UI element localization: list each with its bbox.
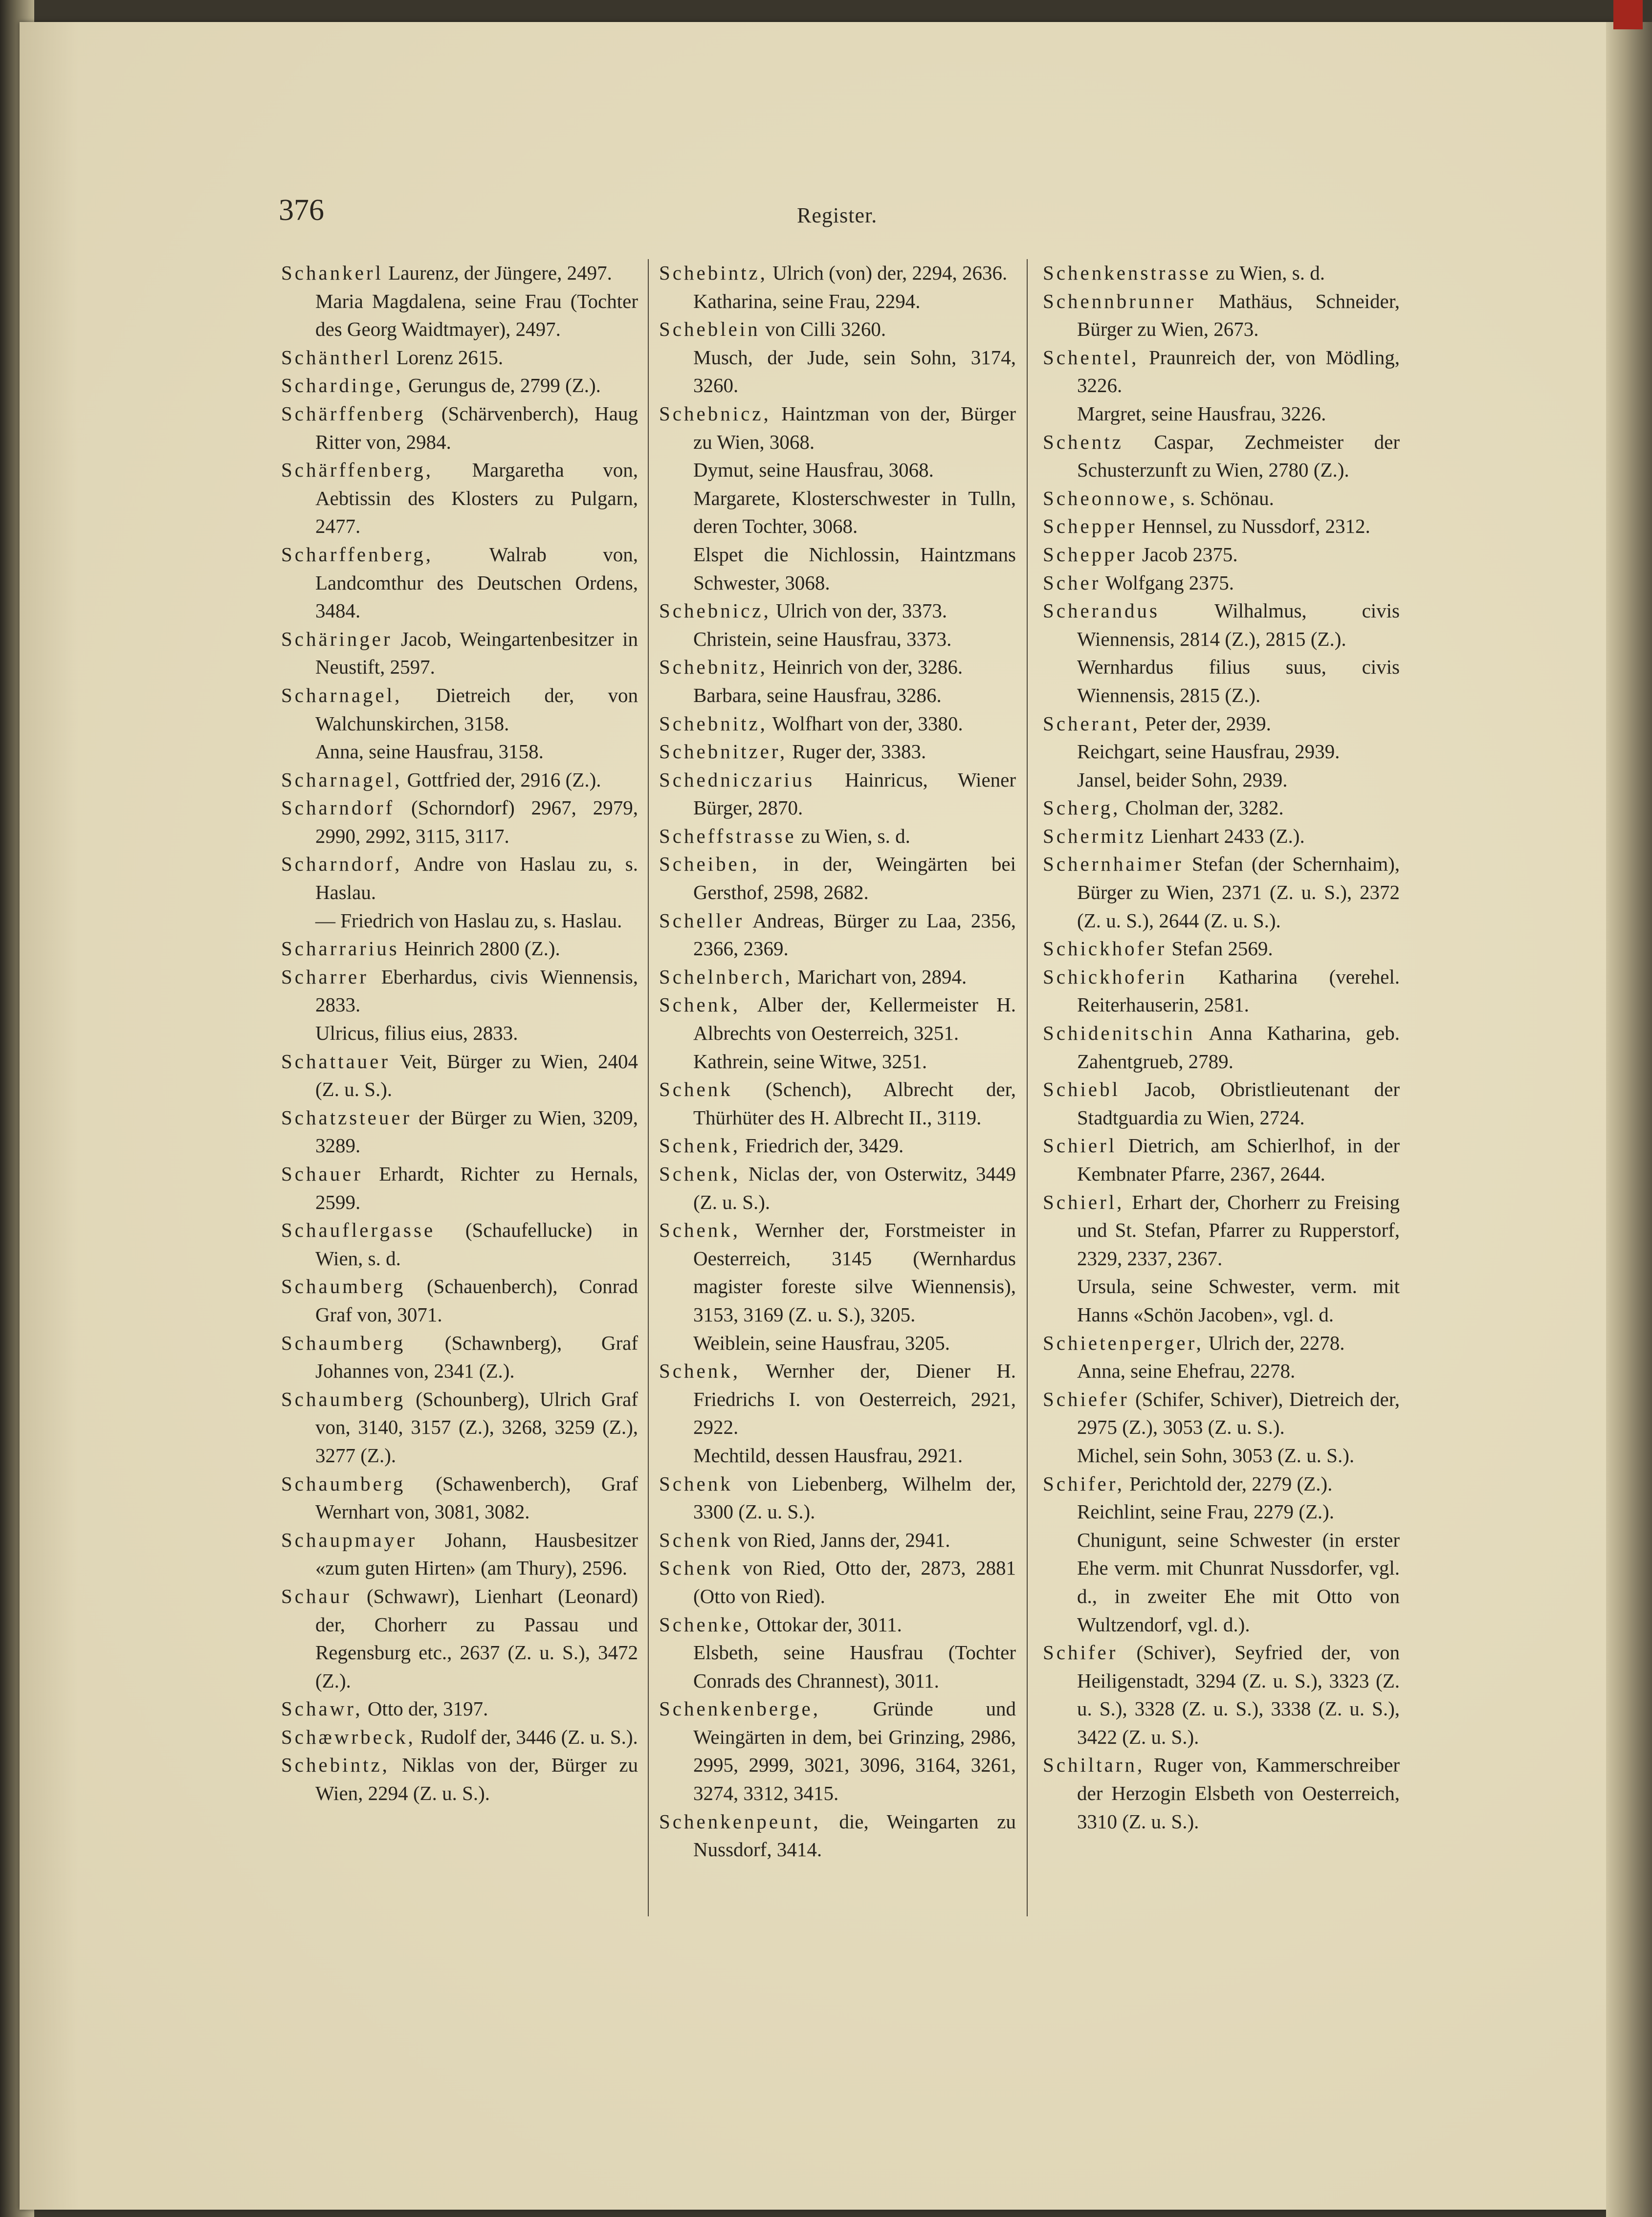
- entry-text: Wernher der, Forstmeister in Oesterreich, 3145 (Wernhardus magister foreste silve Wiennensis), 3153, 3169 (Z. u. S.), 3205.: [693, 1219, 1016, 1326]
- register-subentry: [659, 456, 1016, 484]
- register-entry: [1043, 1385, 1400, 1442]
- entry-text: Johann, Hausbesitzer «zum guten Hirten» (am Thury), 2596.: [315, 1528, 638, 1580]
- register-entry: [281, 400, 638, 456]
- register-entry: [659, 1357, 1016, 1442]
- entry-headword: Scher: [1043, 571, 1101, 594]
- entry-text: Caspar, Zechmeister der Schusterzunft zu Wien, 2780 (Z.).: [1077, 430, 1400, 482]
- register-entry: [281, 625, 638, 681]
- entry-text: von Ried, Janns der, 2941.: [732, 1528, 950, 1551]
- register-entry: [659, 1132, 1016, 1160]
- entry-headword: Schelnberch,: [659, 965, 793, 988]
- register-column-1: [281, 259, 638, 1808]
- entry-headword: Scheblein: [659, 318, 760, 341]
- register-subentry: [1043, 400, 1400, 428]
- register-entry: [659, 766, 1016, 822]
- entry-headword: Schaumberg: [281, 1387, 406, 1410]
- entry-headword: Schauer: [281, 1163, 363, 1185]
- entry-text: Margaretha von, Aebtissin des Klosters zu Pulgarn, 2477.: [315, 459, 638, 538]
- entry-text: Erhart der, Chorherr zu Freising und St. Stefan, Pfarrer zu Rupperstorf, 2329, 2337, 2367.: [1077, 1190, 1400, 1270]
- entry-text: Peter der, 2939.: [1140, 712, 1271, 735]
- entry-headword: Scharndorf,: [281, 853, 402, 876]
- entry-headword: Schenk,: [659, 1360, 740, 1383]
- entry-text: Chunigunt, seine Schwester (in erster Ehe verm. mit Chunrat Nussdorfer, vgl. d., in zweiter Ehe mit Otto von Wultzendorf, vgl. d.).: [1077, 1528, 1400, 1636]
- entry-text: Walrab von, Landcomthur des Deutschen Ordens, 3484.: [315, 543, 638, 622]
- entry-text: Gründe und Weingärten in dem, bei Grinzing, 2986, 2995, 2999, 3021, 3096, 3164, 3261, 3274, 3312, 3415.: [693, 1697, 1016, 1805]
- entry-headword: Schiebl: [1043, 1078, 1120, 1101]
- entry-headword: Schifer: [1043, 1641, 1118, 1664]
- entry-text: Otto der, 3197.: [362, 1697, 488, 1720]
- entry-headword: Schattauer: [281, 1050, 391, 1073]
- entry-headword: Schenk: [659, 1078, 733, 1101]
- register-entry: [281, 259, 638, 287]
- register-entry: [1043, 1188, 1400, 1273]
- entry-headword: Scheller: [659, 909, 745, 932]
- entry-text: Elspet die Nichlossin, Haintzmans Schwester, 3068.: [693, 543, 1016, 594]
- entry-text: Hennsel, zu Nussdorf, 2312.: [1137, 515, 1370, 538]
- entry-headword: Scharnagel,: [281, 683, 402, 706]
- entry-text: Margret, seine Hausfrau, 3226.: [1077, 402, 1326, 425]
- entry-text: Praunreich der, von Mödling, 3226.: [1077, 346, 1400, 397]
- entry-text: Ruger der, 3383.: [787, 740, 926, 763]
- entry-text: Anna Katharina, geb. Zahentgrueb, 2789.: [1077, 1022, 1400, 1073]
- entry-headword: Scharrarius: [281, 937, 399, 960]
- register-subentry: [1043, 1273, 1400, 1329]
- entry-headword: Schietenperger,: [1043, 1331, 1204, 1354]
- entry-text: Wernhardus filius suus, civis Wiennensis, 2815 (Z.).: [1077, 656, 1400, 706]
- register-entry: [659, 1695, 1016, 1807]
- register-entry: [659, 1526, 1016, 1555]
- entry-text: Katharina (verehel. Reiterhauserin, 2581.: [1077, 965, 1400, 1016]
- register-entry: [1043, 428, 1400, 484]
- register-entry: [281, 1160, 638, 1216]
- register-column-3: [1043, 259, 1400, 1836]
- register-subentry: [659, 344, 1016, 400]
- register-subentry: [1043, 1357, 1400, 1385]
- entry-headword: Scherant,: [1043, 712, 1140, 735]
- entry-text: Christein, seine Hausfrau, 3373.: [693, 627, 952, 650]
- register-entry: [1043, 935, 1400, 963]
- register-entry: [659, 1611, 1016, 1639]
- register-subentry: [659, 287, 1016, 316]
- column-rule-left: [648, 259, 649, 1916]
- register-entry: [659, 850, 1016, 906]
- register-entry: [281, 541, 638, 625]
- register-entry: [281, 850, 638, 906]
- entry-text: Marichart von, 2894.: [792, 965, 967, 988]
- entry-text: Jacob, Weingartenbesitzer in Neustift, 2597.: [315, 627, 638, 679]
- register-entry: [1043, 963, 1400, 1019]
- entry-text: Katharina, seine Frau, 2294.: [693, 289, 921, 312]
- register-entry: [659, 1160, 1016, 1216]
- entry-headword: Schidenitschin: [1043, 1022, 1195, 1045]
- entry-text: Musch, der Jude, sein Sohn, 3174, 3260.: [693, 346, 1016, 397]
- register-entry: [281, 766, 638, 794]
- entry-headword: Schebintz,: [281, 1754, 390, 1777]
- entry-text: Heinrich von der, 3286.: [767, 656, 963, 679]
- register-entry: [659, 1808, 1016, 1864]
- entry-text: Wolfhart von der, 3380.: [767, 712, 963, 735]
- entry-text: Lorenz 2615.: [391, 346, 504, 369]
- register-entry: [281, 1723, 638, 1752]
- page-edge: [1606, 22, 1652, 2217]
- entry-text: Veit, Bürger zu Wien, 2404 (Z. u. S.).: [315, 1050, 638, 1101]
- entry-text: Barbara, seine Hausfrau, 3286.: [693, 683, 942, 706]
- register-entry: [1043, 259, 1400, 287]
- entry-headword: Schierl: [1043, 1134, 1117, 1157]
- register-entry: [281, 1273, 638, 1329]
- entry-headword: Schardinge,: [281, 374, 403, 397]
- register-entry: [281, 372, 638, 400]
- entry-text: Ottokar der, 3011.: [751, 1613, 902, 1636]
- register-subentry: [659, 484, 1016, 541]
- entry-text: Elsbeth, seine Hausfrau (Tochter Conrads des Chrannest), 3011.: [693, 1641, 1016, 1692]
- register-subentry: [659, 541, 1016, 597]
- entry-text: Reichlint, seine Frau, 2279 (Z.).: [1077, 1500, 1335, 1523]
- register-entry: [281, 1695, 638, 1723]
- entry-text: zu Wien, s. d.: [1211, 262, 1325, 284]
- entry-headword: Schebnitzer,: [659, 740, 788, 763]
- entry-text: Gottfried der, 2916 (Z.).: [402, 768, 601, 791]
- entry-text: Wernher der, Diener H. Friedrichs I. von Oesterreich, 2921, 2922.: [693, 1360, 1016, 1439]
- register-entry: [281, 1329, 638, 1385]
- entry-text: Ursula, seine Schwester, verm. mit Hanns «Schön Jacoben», vgl. d.: [1077, 1275, 1400, 1326]
- entry-headword: Schebnitz,: [659, 712, 768, 735]
- register-entry: [281, 1526, 638, 1582]
- entry-text: Hainricus, Wiener Bürger, 2870.: [693, 768, 1016, 819]
- register-entry: [1043, 541, 1400, 569]
- register-subentry: [659, 681, 1016, 710]
- entry-headword: Schepper: [1043, 543, 1137, 566]
- register-entry: [281, 1470, 638, 1526]
- entry-headword: Scharnagel,: [281, 768, 402, 791]
- entry-headword: Schenkenberge,: [659, 1697, 820, 1720]
- entry-text: Niclas der, von Osterwitz, 3449 (Z. u. S.).: [693, 1163, 1016, 1213]
- entry-text: Ulrich (von) der, 2294, 2636.: [767, 262, 1008, 284]
- entry-text: Friedrich der, 3429.: [740, 1134, 904, 1157]
- entry-text: Ulrich der, 2278.: [1203, 1331, 1345, 1354]
- entry-text: Lienhart 2433 (Z.).: [1146, 824, 1305, 847]
- register-entry: [1043, 1751, 1400, 1836]
- entry-headword: Schäringer: [281, 627, 393, 650]
- register-entry: [1043, 1076, 1400, 1132]
- register-subentry: [1043, 1442, 1400, 1470]
- register-entry: [1043, 794, 1400, 822]
- entry-text: Anna, seine Hausfrau, 3158.: [315, 740, 544, 763]
- entry-headword: Schaur: [281, 1584, 352, 1607]
- register-subentry: [659, 1442, 1016, 1470]
- entry-text: Jacob 2375.: [1137, 543, 1238, 566]
- register-entry: [281, 681, 638, 738]
- entry-text: Wilhalmus, civis Wiennensis, 2814 (Z.), 2815 (Z.).: [1077, 599, 1400, 650]
- entry-text: (Schauenberch), Conrad Graf von, 3071.: [315, 1275, 638, 1326]
- entry-text: — Friedrich von Haslau zu, s. Haslau.: [315, 909, 622, 932]
- entry-headword: Schenkenpeunt,: [659, 1810, 821, 1833]
- register-subentry: [1043, 1498, 1400, 1526]
- entry-text: Margarete, Klosterschwester in Tulln, deren Tochter, 3068.: [693, 486, 1016, 538]
- register-column-2: [659, 259, 1016, 1864]
- entry-text: von Liebenberg, Wilhelm der, 3300 (Z. u. S.).: [693, 1472, 1016, 1523]
- register-entry: [1043, 1329, 1400, 1358]
- entry-headword: Schenk,: [659, 993, 740, 1016]
- entry-headword: Schermitz: [1043, 824, 1146, 847]
- register-subentry: [659, 1048, 1016, 1076]
- entry-text: von Cilli 3260.: [760, 318, 886, 341]
- register-subentry: [281, 1019, 638, 1048]
- register-entry: [1043, 1470, 1400, 1498]
- register-entry: [659, 1076, 1016, 1132]
- entry-headword: Schenk,: [659, 1163, 740, 1185]
- entry-headword: Schickhofer: [1043, 937, 1167, 960]
- entry-text: (Schifer, Schiver), Dietreich der, 2975 (Z.), 3053 (Z. u. S.).: [1077, 1387, 1400, 1439]
- entry-headword: Schauflergasse: [281, 1219, 436, 1242]
- entry-text: (Schench), Albrecht der, Thürhüter des H. Albrecht II., 3119.: [693, 1078, 1016, 1129]
- entry-text: Andreas, Bürger zu Laa, 2356, 2366, 2369.: [693, 909, 1016, 960]
- entry-headword: Scharffenberg,: [281, 543, 433, 566]
- entry-text: Wolfgang 2375.: [1101, 571, 1234, 594]
- register-subentry: [1043, 738, 1400, 766]
- entry-headword: Schaumberg: [281, 1275, 406, 1298]
- entry-text: Mechtild, dessen Hausfrau, 2921.: [693, 1444, 963, 1467]
- register-entry: [1043, 512, 1400, 541]
- entry-text: (Schawenberch), Graf Wernhart von, 3081, 3082.: [315, 1472, 638, 1523]
- register-entry: [1043, 822, 1400, 851]
- register-entry: [659, 653, 1016, 681]
- register-entry: [659, 597, 1016, 625]
- register-entry: [659, 963, 1016, 991]
- entry-text: Maria Magdalena, seine Frau (Tochter des Georg Waidtmayer), 2497.: [315, 289, 638, 341]
- entry-text: Jansel, beider Sohn, 2939.: [1077, 768, 1288, 791]
- entry-text: Dietrich, am Schierlhof, in der Kembnater Pfarre, 2367, 2644.: [1077, 1134, 1400, 1185]
- register-entry: [659, 315, 1016, 344]
- entry-text: Gerungus de, 2799 (Z.).: [403, 374, 601, 397]
- entry-text: Alber der, Kellermeister H. Albrechts von Oesterreich, 3251.: [693, 993, 1016, 1045]
- page-number: 376: [279, 194, 324, 227]
- entry-text: Ulricus, filius eius, 2833.: [315, 1022, 518, 1045]
- entry-headword: Schaumberg: [281, 1472, 406, 1495]
- register-entry: [1043, 1132, 1400, 1188]
- register-entry: [659, 710, 1016, 738]
- entry-headword: Schenk,: [659, 1219, 740, 1242]
- entry-headword: Scheiben,: [659, 853, 760, 876]
- entry-text: zu Wien, s. d.: [796, 824, 910, 847]
- register-entry: [1043, 287, 1400, 344]
- entry-headword: Schenk,: [659, 1134, 740, 1157]
- entry-text: (Schounberg), Ulrich Graf von, 3140, 3157 (Z.), 3268, 3259 (Z.), 3277 (Z.).: [315, 1387, 638, 1467]
- register-entry: [659, 907, 1016, 963]
- entry-text: Heinrich 2800 (Z.).: [399, 937, 560, 960]
- register-entry: [281, 794, 638, 850]
- entry-headword: Schepper: [1043, 515, 1137, 538]
- register-entry: [659, 1554, 1016, 1610]
- register-subentry: [281, 907, 638, 935]
- entry-headword: Schaumberg: [281, 1331, 406, 1354]
- entry-headword: Schentel,: [1043, 346, 1139, 369]
- register-entry: [659, 1470, 1016, 1526]
- entry-headword: Schiefer: [1043, 1387, 1129, 1410]
- entry-headword: Schärffenberg,: [281, 459, 433, 482]
- entry-text: Niklas von der, Bürger zu Wien, 2294 (Z. u. S.).: [315, 1754, 638, 1805]
- entry-text: s. Schönau.: [1177, 486, 1274, 509]
- entry-text: Dymut, seine Hausfrau, 3068.: [693, 459, 934, 482]
- entry-text: (Schiver), Seyfried der, von Heiligenstadt, 3294 (Z. u. S.), 3323 (Z. u. S.), 3328 (Z. u. S.), 3338 (Z. u. S.), 3422 (Z. u. S.).: [1077, 1641, 1400, 1748]
- column-rule-right: [1027, 259, 1028, 1916]
- register-subentry: [1043, 766, 1400, 794]
- entry-headword: Schedniczarius: [659, 768, 815, 791]
- entry-text: Cholman der, 3282.: [1120, 796, 1284, 819]
- entry-headword: Schenkenstrasse: [1043, 262, 1211, 284]
- entry-headword: Schæwrbeck,: [281, 1725, 416, 1748]
- entry-text: Weiblein, seine Hausfrau, 3205.: [693, 1331, 950, 1354]
- entry-text: (Schorndorf) 2967, 2979, 2990, 2992, 3115, 3117.: [315, 796, 638, 847]
- entry-headword: Scheonnowe,: [1043, 486, 1177, 509]
- entry-text: Reichgart, seine Hausfrau, 2939.: [1077, 740, 1340, 763]
- entry-headword: Schenk: [659, 1557, 733, 1580]
- register-entry: [659, 738, 1016, 766]
- entry-text: Ruger von, Kammerschreiber der Herzogin Elsbeth von Oesterreich, 3310 (Z. u. S.).: [1077, 1754, 1400, 1833]
- entry-text: Jacob, Obristlieutenant der Stadtguardia zu Wien, 2724.: [1077, 1078, 1400, 1129]
- entry-text: Perichtold der, 2279 (Z.).: [1124, 1472, 1333, 1495]
- register-subentry: [1043, 1526, 1400, 1639]
- entry-text: Dietreich der, von Walchunskirchen, 3158.: [315, 683, 638, 735]
- entry-headword: Schawr,: [281, 1697, 363, 1720]
- register-entry: [281, 456, 638, 541]
- entry-headword: Schankerl: [281, 262, 383, 284]
- register-entry: [1043, 850, 1400, 935]
- register-entry: [281, 1104, 638, 1160]
- register-subentry: [659, 625, 1016, 654]
- entry-headword: Schebnicz,: [659, 402, 771, 425]
- entry-text: Andre von Haslau zu, s. Haslau.: [315, 853, 638, 904]
- entry-text: (Schwawr), Lienhart (Leonard) der, Chorherr zu Passau und Regensburg etc., 2637 (Z. u. S.), 3472 (Z.).: [315, 1584, 638, 1692]
- register-entry: [659, 1216, 1016, 1329]
- entry-text: Rudolf der, 3446 (Z. u. S.).: [415, 1725, 638, 1748]
- entry-headword: Schennbrunner: [1043, 289, 1196, 312]
- register-entry: [281, 1216, 638, 1273]
- entry-text: Haintzman von der, Bürger zu Wien, 3068.: [693, 402, 1016, 453]
- register-entry: [1043, 1639, 1400, 1751]
- entry-text: Mathäus, Schneider, Bürger zu Wien, 2673.: [1077, 289, 1400, 341]
- entry-headword: Schebintz,: [659, 262, 768, 284]
- entry-headword: Scharndorf: [281, 796, 395, 819]
- register-entry: [1043, 710, 1400, 738]
- entry-headword: Schatzsteuer: [281, 1106, 412, 1129]
- entry-headword: Schernhaimer: [1043, 853, 1184, 876]
- red-corner-marker: [1613, 0, 1643, 29]
- register-entry: [281, 1751, 638, 1807]
- register-entry: [659, 991, 1016, 1047]
- register-entry: [659, 822, 1016, 851]
- entry-headword: Schiltarn,: [1043, 1754, 1145, 1777]
- entry-text: die, Weingarten zu Nussdorf, 3414.: [693, 1810, 1016, 1861]
- register-entry: [1043, 1019, 1400, 1076]
- entry-headword: Schentz: [1043, 430, 1123, 453]
- register-entry: [1043, 344, 1400, 400]
- register-entry: [659, 400, 1016, 456]
- entry-text: von Ried, Otto der, 2873, 2881 (Otto von Ried).: [693, 1557, 1016, 1607]
- entry-headword: Schierl,: [1043, 1190, 1124, 1213]
- entry-headword: Schäntherl: [281, 346, 392, 369]
- register-subentry: [1043, 653, 1400, 709]
- entry-headword: Schickhoferin: [1043, 965, 1187, 988]
- register-subentry: [659, 1329, 1016, 1358]
- register-entry: [1043, 597, 1400, 653]
- entry-headword: Schenk: [659, 1528, 733, 1551]
- entry-text: Ulrich von der, 3373.: [771, 599, 947, 622]
- entry-text: Stefan (der Schernhaim), Bürger zu Wien, 2371 (Z. u. S.), 2372 (Z. u. S.), 2644 (Z. u. S.).: [1077, 853, 1400, 932]
- register-subentry: [281, 287, 638, 344]
- register-entry: [1043, 569, 1400, 597]
- entry-headword: Schenke,: [659, 1613, 752, 1636]
- entry-headword: Schifer,: [1043, 1472, 1125, 1495]
- entry-text: Anna, seine Ehefrau, 2278.: [1077, 1360, 1296, 1383]
- entry-text: Kathrein, seine Witwe, 3251.: [693, 1050, 927, 1073]
- register-subentry: [659, 1639, 1016, 1695]
- entry-text: Stefan 2569.: [1167, 937, 1273, 960]
- entry-text: Laurenz, der Jüngere, 2497.: [383, 262, 612, 284]
- entry-headword: Scharrer: [281, 965, 369, 988]
- entry-text: Eberhardus, civis Wiennensis, 2833.: [315, 965, 638, 1016]
- entry-text: (Schawnberg), Graf Johannes von, 2341 (Z.).: [315, 1331, 638, 1383]
- entry-text: Erhardt, Richter zu Hernals, 2599.: [315, 1163, 638, 1213]
- entry-headword: Scheffstrasse: [659, 824, 796, 847]
- register-entry: [281, 935, 638, 963]
- entry-text: (Schaufellucke) in Wien, s. d.: [315, 1219, 638, 1270]
- entry-text: (Schärvenberch), Haug Ritter von, 2984.: [315, 402, 638, 453]
- register-entry: [281, 344, 638, 372]
- register-entry: [1043, 484, 1400, 513]
- register-entry: [281, 963, 638, 1019]
- entry-text: der Bürger zu Wien, 3209, 3289.: [315, 1106, 638, 1157]
- entry-headword: Schärffenberg: [281, 402, 426, 425]
- entry-text: in der, Weingärten bei Gersthof, 2598, 2682.: [693, 853, 1016, 904]
- entry-headword: Schaupmayer: [281, 1528, 418, 1551]
- running-head: Register.: [797, 203, 878, 227]
- register-subentry: [281, 738, 638, 766]
- register-entry: [281, 1582, 638, 1695]
- register-entry: [281, 1048, 638, 1104]
- entry-headword: Scherandus: [1043, 599, 1160, 622]
- register-entry: [281, 1385, 638, 1470]
- entry-headword: Schebnitz,: [659, 656, 768, 679]
- entry-headword: Schebnicz,: [659, 599, 771, 622]
- entry-headword: Schenk: [659, 1472, 733, 1495]
- entry-headword: Scherg,: [1043, 796, 1121, 819]
- register-entry: [659, 259, 1016, 287]
- entry-text: Michel, sein Sohn, 3053 (Z. u. S.).: [1077, 1444, 1355, 1467]
